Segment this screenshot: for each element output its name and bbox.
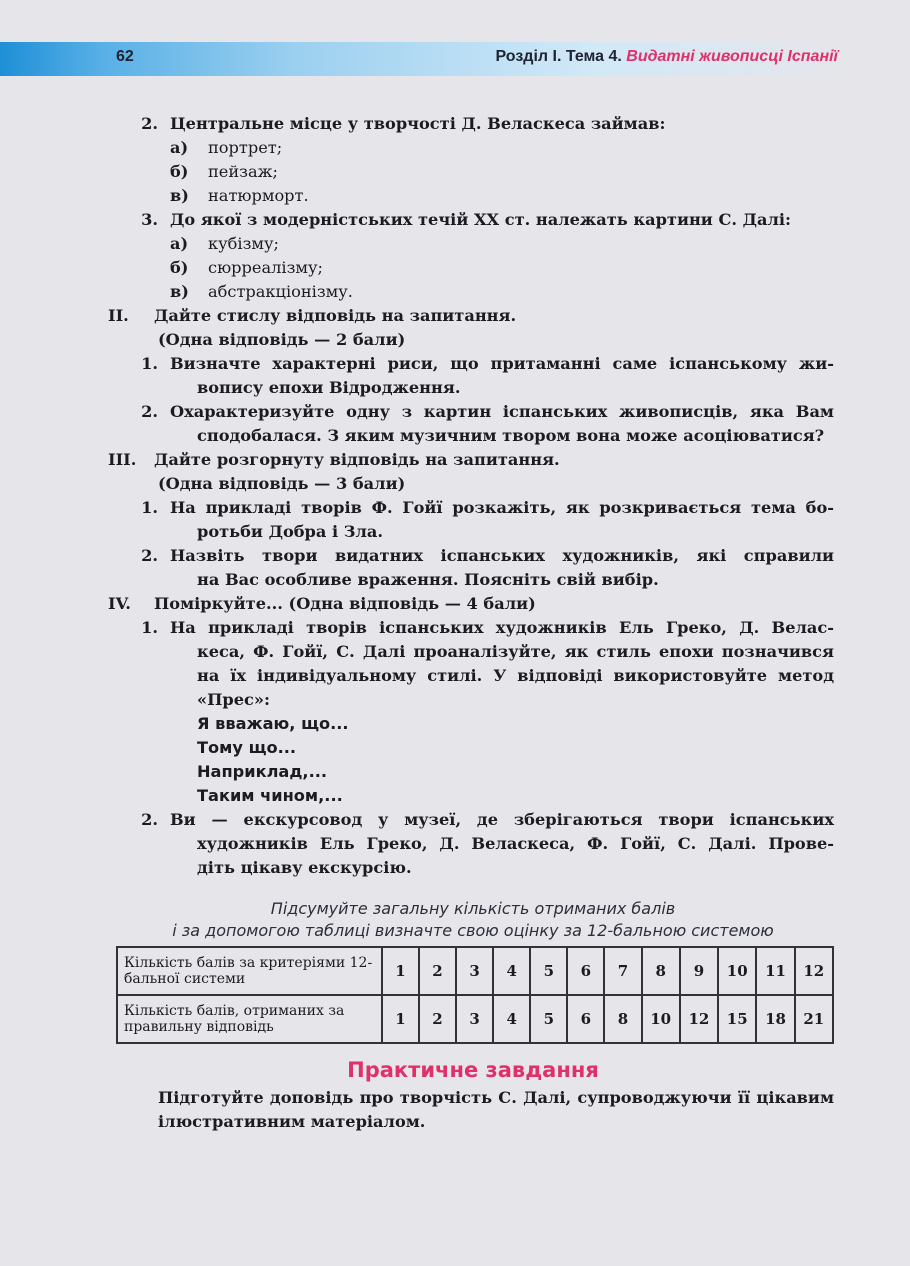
question-line: Визначте характерні риси, що притаманні саме іспанському жи- [170, 354, 834, 373]
running-head [496, 48, 839, 66]
page-content [108, 112, 834, 1134]
question-number: 2. [141, 810, 158, 829]
option-letter: в) [170, 186, 189, 205]
page-number: 62 [116, 48, 134, 65]
question-text: До якої з модерністських течій ХХ ст. належать картини С. Далі: [170, 210, 792, 229]
question-line: діть цікаву екскурсію. [197, 858, 412, 877]
table-cell: 4 [493, 947, 530, 995]
option-text: сюрреалізму; [208, 258, 323, 277]
question-3 [112, 208, 834, 304]
table-cell: 21 [795, 995, 833, 1043]
table-cell: 3 [456, 995, 493, 1043]
option-letter: а) [170, 138, 189, 157]
press-phrase: Я вважаю, що... [197, 714, 349, 733]
table-cell: 4 [493, 995, 530, 1043]
option-letter: б) [170, 258, 189, 277]
section-title: Дайте стислу відповідь на запитання. [154, 306, 517, 325]
table-cell: 1 [382, 947, 419, 995]
summary-line-1: Підсумуйте загальну кількість отриманих балів [270, 899, 676, 918]
table-cell: 6 [567, 995, 604, 1043]
table-cell: 18 [756, 995, 794, 1043]
question-line: кеса, Ф. Гойї, С. Далі проаналізуйте, як стиль епохи позначився [197, 642, 834, 661]
question-number: 2. [141, 546, 158, 565]
section-roman: II. [108, 306, 129, 325]
question-line: на Вас особливе враження. Поясніть свій вибір. [197, 570, 659, 589]
table-cell: 9 [680, 947, 718, 995]
question-number: 1. [141, 354, 158, 373]
table-cell: 15 [718, 995, 756, 1043]
question-line: ротьби Добра і Зла. [197, 522, 383, 541]
section-roman: III. [108, 450, 137, 469]
table-cell: 10 [642, 995, 680, 1043]
question-line: На прикладі творів Ф. Гойї розкажіть, як розкривається тема бо- [170, 498, 834, 517]
option-text: абстракціонізму. [208, 282, 353, 301]
press-phrase: Тому що... [197, 738, 297, 757]
option-text: пейзаж; [208, 162, 278, 181]
option-text: натюрморт. [208, 186, 309, 205]
table-cell: 8 [604, 995, 641, 1043]
table-cell: 7 [604, 947, 641, 995]
row-label: Кількість балів, отриманих за правильну відповідь [117, 995, 382, 1043]
table-row [117, 947, 833, 995]
question-number: 2. [141, 402, 158, 421]
question-line: Назвіть твори видатних іспанських художників, які справили [170, 546, 834, 565]
question-line: На прикладі творів іспанських художників Ель Греко, Д. Велас- [170, 618, 834, 637]
option-letter: б) [170, 162, 189, 181]
table-cell: 12 [680, 995, 718, 1043]
question-line: «Прес»: [197, 690, 270, 709]
question-number: 2. [141, 114, 158, 133]
table-row [117, 995, 833, 1043]
question-text: Центральне місце у творчості Д. Веласкеса займав: [170, 114, 666, 133]
row-label: Кількість балів за критеріями 12-бальної системи [117, 947, 382, 995]
section-3 [108, 448, 834, 592]
table-cell: 12 [795, 947, 833, 995]
practical-task-text: Підготуйте доповідь про творчість С. Далі, супроводжуючи її цікавим ілюстративним матеріалом. [158, 1088, 834, 1131]
score-table [116, 946, 834, 1044]
option-text: портрет; [208, 138, 283, 157]
section-4 [108, 592, 834, 880]
table-cell: 2 [419, 947, 456, 995]
section-roman: IV. [108, 594, 131, 613]
table-cell: 2 [419, 995, 456, 1043]
question-line: художників Ель Греко, Д. Веласкеса, Ф. Гойї, С. Далі. Прове- [197, 834, 834, 853]
option-text: кубізму; [208, 234, 279, 253]
question-line: вопису епохи Відродження. [197, 378, 461, 397]
question-number: 3. [141, 210, 158, 229]
table-cell: 3 [456, 947, 493, 995]
topic-title: Видатні живописці Іспанії [626, 48, 838, 65]
section-title: Дайте розгорнуту відповідь на запитання. [154, 450, 560, 469]
summary-line-2: і за допомогою таблиці визначте свою оцінку за 12-бальною системою [172, 921, 774, 940]
section-points: (Одна відповідь — 2 бали) [158, 330, 406, 349]
section-2 [108, 304, 834, 448]
question-number: 1. [141, 498, 158, 517]
option-letter: а) [170, 234, 189, 253]
table-cell: 1 [382, 995, 419, 1043]
press-phrase: Таким чином,... [197, 786, 343, 805]
option-letter: в) [170, 282, 189, 301]
section-points: (Одна відповідь — 3 бали) [158, 474, 406, 493]
table-cell: 11 [756, 947, 794, 995]
question-line: Охарактеризуйте одну з картин іспанських живописців, яка Вам [170, 402, 834, 421]
table-cell: 8 [642, 947, 680, 995]
question-line: сподобалася. З яким музичним твором вона може асоціюватися? [197, 426, 825, 445]
table-cell: 5 [530, 995, 567, 1043]
section-title: Поміркуйте... (Одна відповідь — 4 бали) [154, 594, 536, 613]
page-header [0, 42, 850, 76]
summary-instruction [112, 898, 834, 942]
question-number: 1. [141, 618, 158, 637]
press-phrase: Наприклад,... [197, 762, 328, 781]
practical-task-title: Практичне завдання [347, 1058, 599, 1082]
question-line: на їх індивідуальному стилі. У відповіді використовуйте метод [197, 666, 834, 685]
section-label: Розділ І. Тема 4. [495, 48, 622, 65]
question-2 [112, 112, 834, 208]
table-cell: 6 [567, 947, 604, 995]
table-cell: 10 [718, 947, 756, 995]
question-line: Ви — екскурсовод у музеї, де зберігаються твори іспанських [170, 810, 834, 829]
table-cell: 5 [530, 947, 567, 995]
